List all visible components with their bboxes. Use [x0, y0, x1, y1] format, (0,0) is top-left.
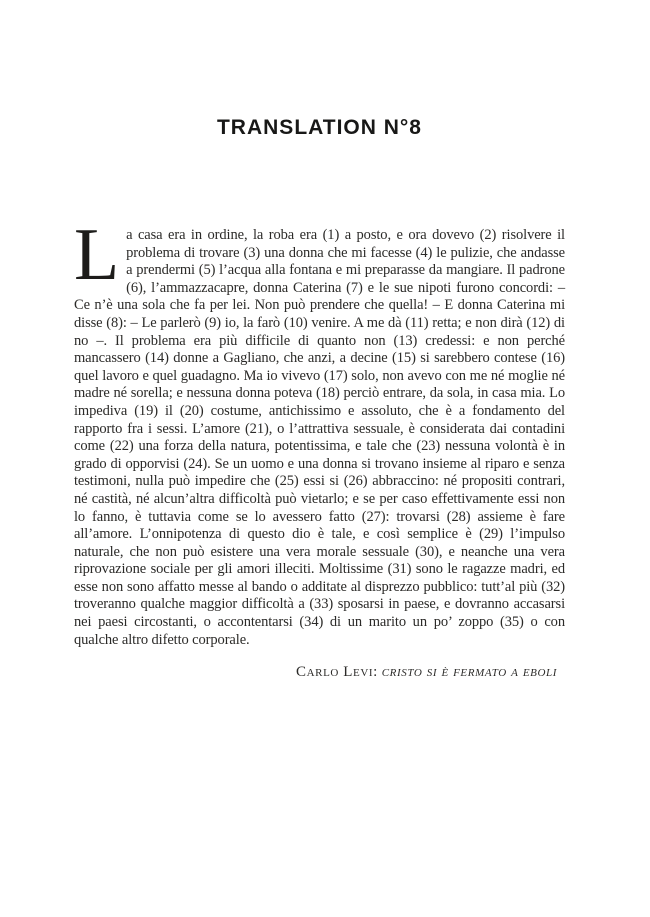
passage-text: a casa era in ordine, la roba era (1) a posto, e ora dovevo (2) risolvere il problema di trovare (3) una donna che mi facesse (4) le pulizie, che andasse a prendermi (5) l’acqua alla fontana e mi preparasse da mangiare. Il padrone (6), l’ammazzacapre, donna Caterina (7) e le sue nipoti furono concordi: – Ce n’è una sola che fa per lei. Non può prendere che quella! – E donna Caterina mi disse (8): – Le parlerò (9) io, la farò (10) venire. A me dà (11) retta; e non dirà (12) di no –. Il problema era più difficile di quanto non (13) credessi: e non perché mancassero (14) donne a Gagliano, che anzi, a decine (15) si sarebbero contese (16) quel lavoro e quel guadagno. Ma io vivevo (17) solo, non avevo con me né moglie né madre né sorella; e nessuna donna poteva (18) perciò entrare, da sola, in casa mia. Lo impediva (19) il (20) costume, antichissimo e assoluto, che è a fondamento del rapporto fra i sessi. L’amore (21), o l’attrattiva sessuale, è considerata dai contadini come (22) una forza della natura, potentissima, e tale che (23) nessuna volontà è in grado di opporvisi (24). Se un uomo e una donna si trovano insieme al riparo e senza testimoni, nulla può impedire che (25) essi si (26) abbraccino: né propositi contrari, né castità, né alcun’altra difficoltà può vietarlo; e se per caso effettivamente essi non lo fanno, è tuttavia come se lo avessero fatto (27): trovarsi (28) assieme è fare all’amore. L’onnipotenza di questo dio è tale, e così semplice è (29) l’impulso naturale, che non può esistere una vera morale sessuale (30), e neanche una vera riprovazione sociale per gli amori illeciti. Moltissime (31) sono le ragazze madri, ed esse non sono affatto messe al bando o additate al disprezzo pubblico: tutt’al più (32) troveranno qualche maggior difficoltà a (33) sposarsi in paese, e dovranno accasarsi nei paesi circostanti, o accontentarsi (34) di un marito un po’ zoppo (35) o con qualche altro difetto corporale. — [74, 227, 565, 648]
attribution-work-title: cristo si è fermato a eboli — [381, 664, 557, 681]
attribution-author: Carlo Levi: — [295, 664, 378, 681]
attribution-line — [74, 663, 557, 681]
text-block — [74, 0, 565, 681]
page-title: TRANSLATION N°8 — [216, 116, 422, 139]
passage-paragraph — [74, 214, 565, 649]
drop-cap-letter: L — [74, 214, 120, 296]
